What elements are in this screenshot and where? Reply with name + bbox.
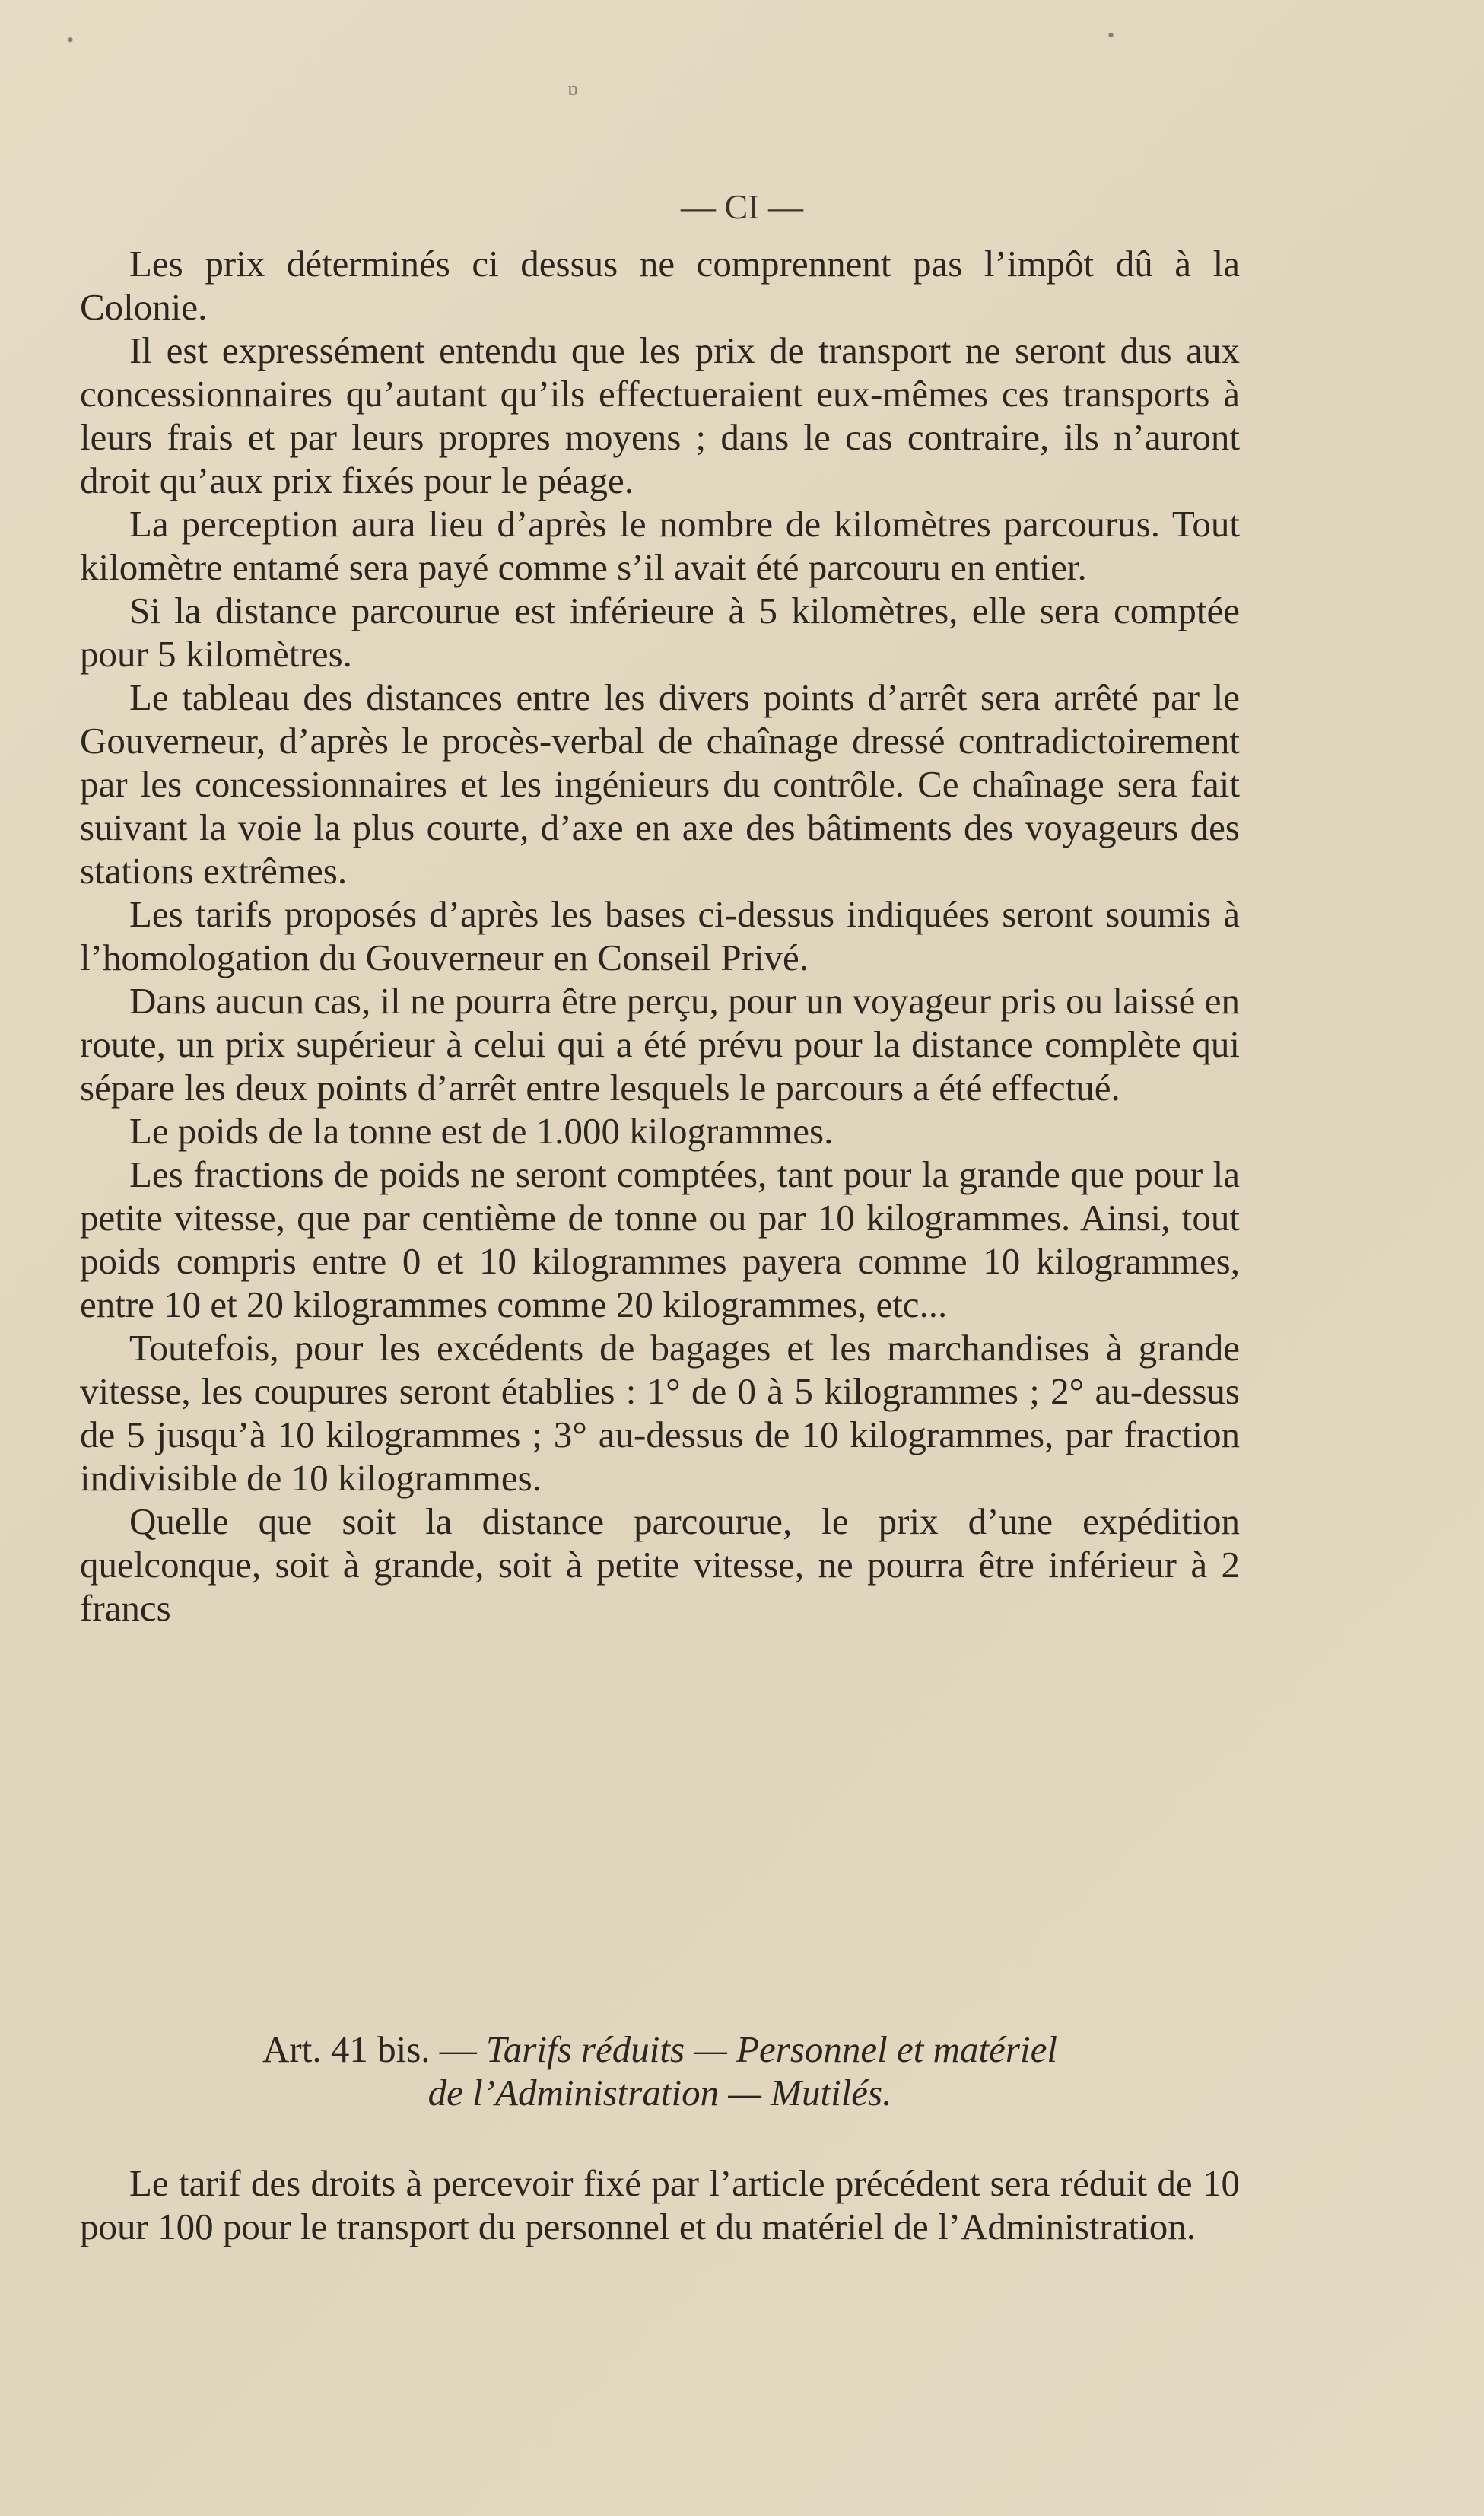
print-speck: • — [67, 29, 75, 51]
paragraph: Dans aucun cas, il ne pourra être perçu, pour un voyageur pris ou laissé en route, un prix supérieur à celui qui a été prévu pour la distance complète qui sépare les deux points d’arrêt entre lesquels le parcours a été effectué. — [80, 980, 1240, 1109]
article-heading — [80, 2028, 1240, 2071]
paragraph: Les prix déterminés ci dessus ne comprennent pas l’impôt dû à la Colonie. — [80, 243, 1240, 328]
paragraph: Toutefois, pour les excédents de bagages et les marchandises à grande vitesse, les coupures seront établies : 1° de 0 à 5 kilogrammes ; 2° au-dessus de 5 jusqu’à 10 kilogrammes ; 3° au-dessus de 10 kilogrammes, par fraction indivisible de 10 kilogrammes. — [80, 1327, 1240, 1499]
paragraph: Le poids de la tonne est de 1.000 kilogrammes. — [129, 1110, 834, 1152]
paragraph: Les tarifs proposés d’après les bases ci-dessus indiquées seront soumis à l’homologation du Gouverneur en Conseil Privé. — [80, 893, 1240, 978]
paragraph: Quelle que soit la distance parcourue, le prix d’une expédition quelconque, soit à grande, soit à petite vitesse, ne pourra être inférieur à 2 francs — [80, 1500, 1240, 1629]
paragraph: Si la distance parcourue est inférieure à 5 kilomètres, elle sera comptée pour 5 kilomètres. — [80, 590, 1240, 675]
article-body: Le tarif des droits à percevoir fixé par l’article précédent sera réduit de 10 pour 100 pour le transport du personnel et du matériel de l’Administration. — [80, 2162, 1240, 2247]
article-title-line2: de l’Administration — Mutilés. — [427, 2072, 892, 2114]
paragraph: Les fractions de poids ne seront comptées, tant pour la grande que pour la petite vitesse, que par centième de tonne ou par 10 kilogrammes. Ainsi, tout poids compris entre 0 et 10 kilogrammes payera comme 10 kilogrammes, entre 10 et 20 kilogrammes comme 20 kilogrammes, etc... — [80, 1153, 1240, 1325]
print-speck: • — [1107, 24, 1115, 46]
article-dash: — — [430, 2028, 487, 2070]
paragraph: Le tableau des distances entre les divers points d’arrêt sera arrêté par le Gouverneur, d’après le procès-verbal de chaînage dressé contradictoirement par les concessionnaires et les ingénieurs du contrôle. Ce chaînage sera fait suivant la voie la plus courte, d’axe en axe des bâtiments des voyageurs des stations extrêmes. — [80, 676, 1240, 892]
article-number: Art. 41 bis. — [262, 2028, 431, 2070]
paragraph: La perception aura lieu d’après le nombre de kilomètres parcourus. Tout kilomètre entamé sera payé comme s’il avait été parcouru en entier. — [80, 503, 1240, 588]
paragraph: Il est expressément entendu que les prix de transport ne seront dus aux concessionnaires qu’autant qu’ils effectueraient eux-mêmes ces transports à leurs frais et par leurs propres moyens ; dans le cas contraire, ils n’auront droit qu’aux prix fixés pour le péage. — [80, 329, 1240, 501]
article-section — [80, 2028, 1240, 2248]
main-text — [80, 242, 1240, 1630]
page-number-header: — CI — — [681, 187, 803, 226]
article-title-line1: Tarifs réduits — Personnel et matériel — [486, 2028, 1057, 2070]
print-speck: ɒ — [567, 78, 578, 100]
